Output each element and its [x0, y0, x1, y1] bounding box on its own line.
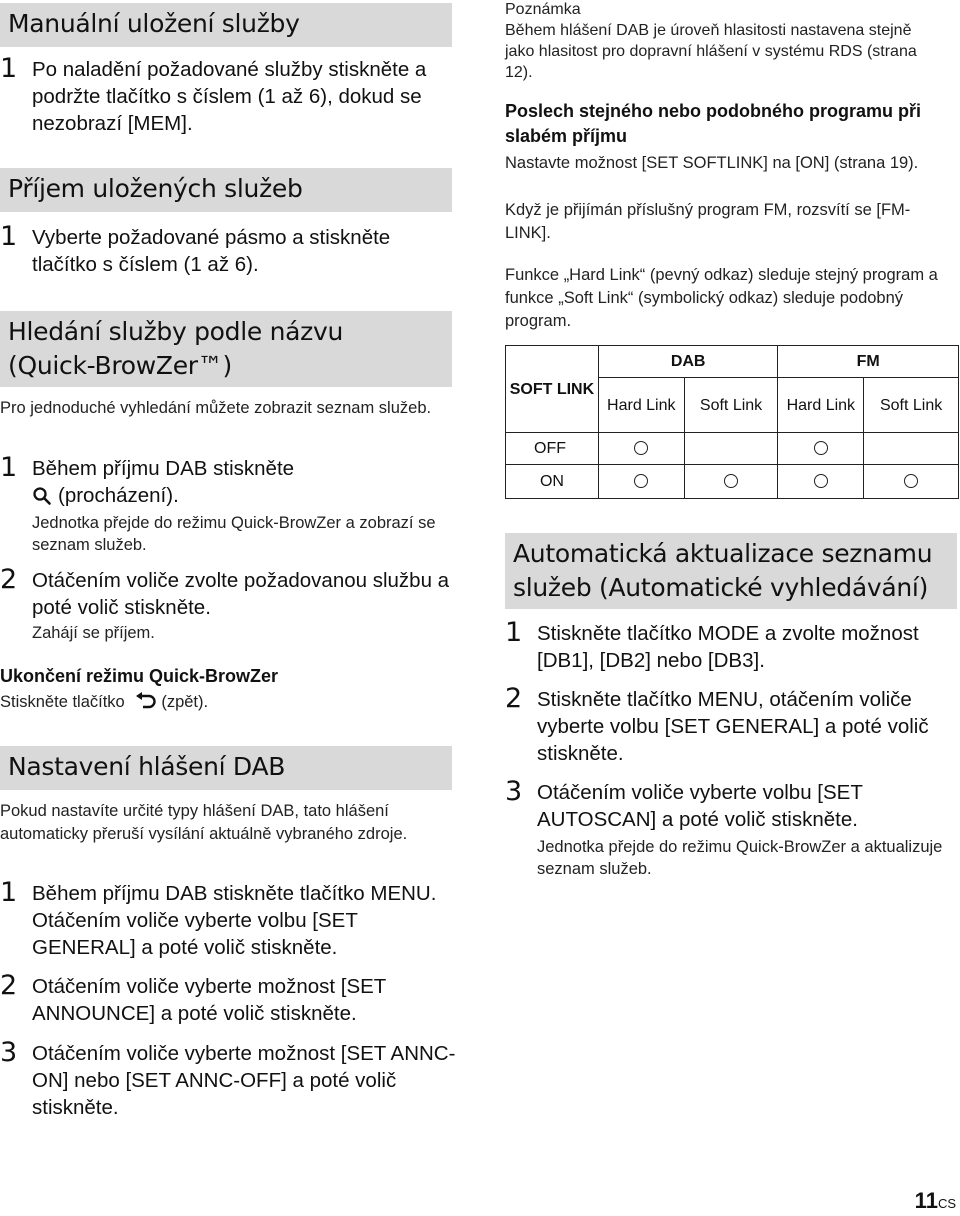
step-subtext: Jednotka přejde do režimu Quick-BrowZer a aktualizuje seznam služeb. — [537, 838, 943, 878]
step-subtext: Zahájí se příjem. — [32, 624, 155, 642]
table-group-dab: DAB — [598, 346, 778, 378]
table-cell — [684, 465, 778, 499]
exit-browzer-text — [0, 691, 208, 714]
table-col-header: Soft Link — [684, 378, 778, 433]
step-number: 3 — [505, 776, 523, 807]
table-row-off — [506, 433, 959, 465]
announce-intro: Pokud nastavíte určité typy hlášení DAB, tato hlášení automaticky přeruší vysílání aktuálně vybraného zdroje. — [0, 802, 408, 843]
step-number: 3 — [0, 1037, 18, 1068]
receive-stored-step-1 — [0, 221, 460, 278]
search-step-1 — [0, 452, 460, 556]
page-number — [915, 1188, 956, 1214]
auto-update-step-3 — [505, 776, 955, 880]
table-cell — [778, 433, 864, 465]
table-row-on — [506, 465, 959, 499]
table-cell — [684, 433, 778, 465]
softlink-text-3: Funkce „Hard Link“ (pevný odkaz) sleduje stejný program a funkce „Soft Link“ (symbolický odkaz) sleduje podobný program. — [505, 266, 938, 330]
step-number: 2 — [505, 683, 523, 714]
table-group-fm: FM — [778, 346, 959, 378]
softlink-text-2: Když je přijímán příslušný program FM, rozsvítí se [FM-LINK]. — [505, 201, 911, 242]
table-col-header: Hard Link — [598, 378, 684, 433]
heading-line-1: Hledání služby podle názvu — [8, 317, 344, 346]
circle-mark-icon — [724, 474, 738, 488]
search-icon — [32, 486, 52, 506]
step-subtext: Jednotka přejde do režimu Quick-BrowZer a zobrazí se seznam služeb. — [32, 514, 436, 554]
circle-mark-icon — [814, 441, 828, 455]
table-row-label: ON — [506, 465, 599, 499]
step-text-line-1: Během příjmu DAB stiskněte — [32, 457, 295, 480]
table-header-row — [506, 346, 959, 378]
announce-step-1 — [0, 877, 460, 961]
circle-mark-icon — [904, 474, 918, 488]
table-col-header: Soft Link — [864, 378, 959, 433]
table-corner-cell: SOFT LINK — [506, 346, 599, 433]
softlink-text-1: Nastavte možnost [SET SOFTLINK] na [ON] (strana 19). — [505, 154, 919, 172]
table-cell — [864, 465, 959, 499]
auto-update-step-1 — [505, 617, 955, 674]
table-cell — [598, 433, 684, 465]
circle-mark-icon — [814, 474, 828, 488]
softlink-title: Poslech stejného nebo podobného programu při slabém příjmu — [505, 101, 922, 146]
table-cell — [598, 465, 684, 499]
heading-dab-announce: Nastavení hlášení DAB — [0, 746, 452, 790]
heading-manual-store: Manuální uložení služby — [0, 3, 452, 47]
announce-step-3 — [0, 1037, 460, 1121]
note-text: Během hlášení DAB je úroveň hlasitosti nastavena stejně jako hlasitost pro dopravní hlášení v systému RDS (strana 12). — [505, 22, 917, 81]
step-number: 1 — [0, 53, 18, 84]
step-text-browse: (procházení). — [58, 484, 179, 507]
announce-step-2 — [0, 970, 460, 1027]
step-text: Otáčením voliče vyberte možnost [SET ANNC-ON] nebo [SET ANNC-OFF] a poté volič stiskněte. — [32, 1042, 456, 1119]
heading-auto-update — [505, 533, 957, 609]
step-number: 2 — [0, 564, 18, 595]
exit-text-before: Stiskněte tlačítko — [0, 693, 125, 711]
step-number: 1 — [0, 452, 18, 483]
page-number-value: 11 — [914, 1188, 938, 1213]
auto-update-step-2 — [505, 683, 955, 767]
note-title: Poznámka — [505, 1, 581, 18]
step-text: Otáčením voliče zvolte požadovanou službu a poté volič stiskněte. — [32, 569, 450, 619]
step-number: 2 — [0, 970, 18, 1001]
step-text: Po naladění požadované služby stiskněte a podržte tlačítko s číslem (1 až 6), dokud se nezobrazí [MEM]. — [32, 58, 427, 135]
back-icon — [135, 692, 157, 710]
step-text: Stiskněte tlačítko MODE a zvolte možnost [DB1], [DB2] nebo [DB3]. — [537, 622, 919, 672]
softlink-table — [505, 345, 959, 499]
step-number: 1 — [505, 617, 523, 648]
heading-receive-stored: Příjem uložených služeb — [0, 168, 452, 212]
table-cell — [864, 433, 959, 465]
step-text-line-2 — [32, 482, 460, 509]
step-text: Stiskněte tlačítko MENU, otáčením voliče vyberte volbu [SET GENERAL] a poté volič stiskněte. — [537, 688, 929, 765]
step-text: Otáčením voliče vyberte volbu [SET AUTOSCAN] a poté volič stiskněte. — [537, 781, 863, 831]
manual-store-step-1 — [0, 53, 460, 137]
exit-browzer-title: Ukončení režimu Quick-BrowZer — [0, 666, 279, 686]
heading-line-2: (Quick-BrowZer™) — [8, 351, 232, 380]
heading-line-1: Automatická aktualizace seznamu — [513, 539, 933, 568]
search-step-2 — [0, 564, 460, 644]
step-number: 1 — [0, 221, 18, 252]
page-number-suffix: CS — [937, 1196, 956, 1211]
step-text: Vyberte požadované pásmo a stiskněte tlačítko s číslem (1 až 6). — [32, 226, 391, 276]
table-col-header: Hard Link — [778, 378, 864, 433]
heading-search-by-name — [0, 311, 452, 387]
step-text: Během příjmu DAB stiskněte tlačítko MENU. Otáčením voliče vyberte volbu [SET GENERAL] a poté volič stiskněte. — [32, 882, 437, 959]
table-row-label: OFF — [506, 433, 599, 465]
step-number: 1 — [0, 877, 18, 908]
heading-line-2: služeb (Automatické vyhledávání) — [513, 573, 929, 602]
circle-mark-icon — [634, 474, 648, 488]
step-text: Otáčením voliče vyberte možnost [SET ANNOUNCE] a poté volič stiskněte. — [32, 975, 386, 1025]
circle-mark-icon — [634, 441, 648, 455]
table-cell — [778, 465, 864, 499]
search-intro: Pro jednoduché vyhledání můžete zobrazit seznam služeb. — [0, 399, 432, 417]
exit-text-after: (zpět). — [161, 693, 209, 711]
